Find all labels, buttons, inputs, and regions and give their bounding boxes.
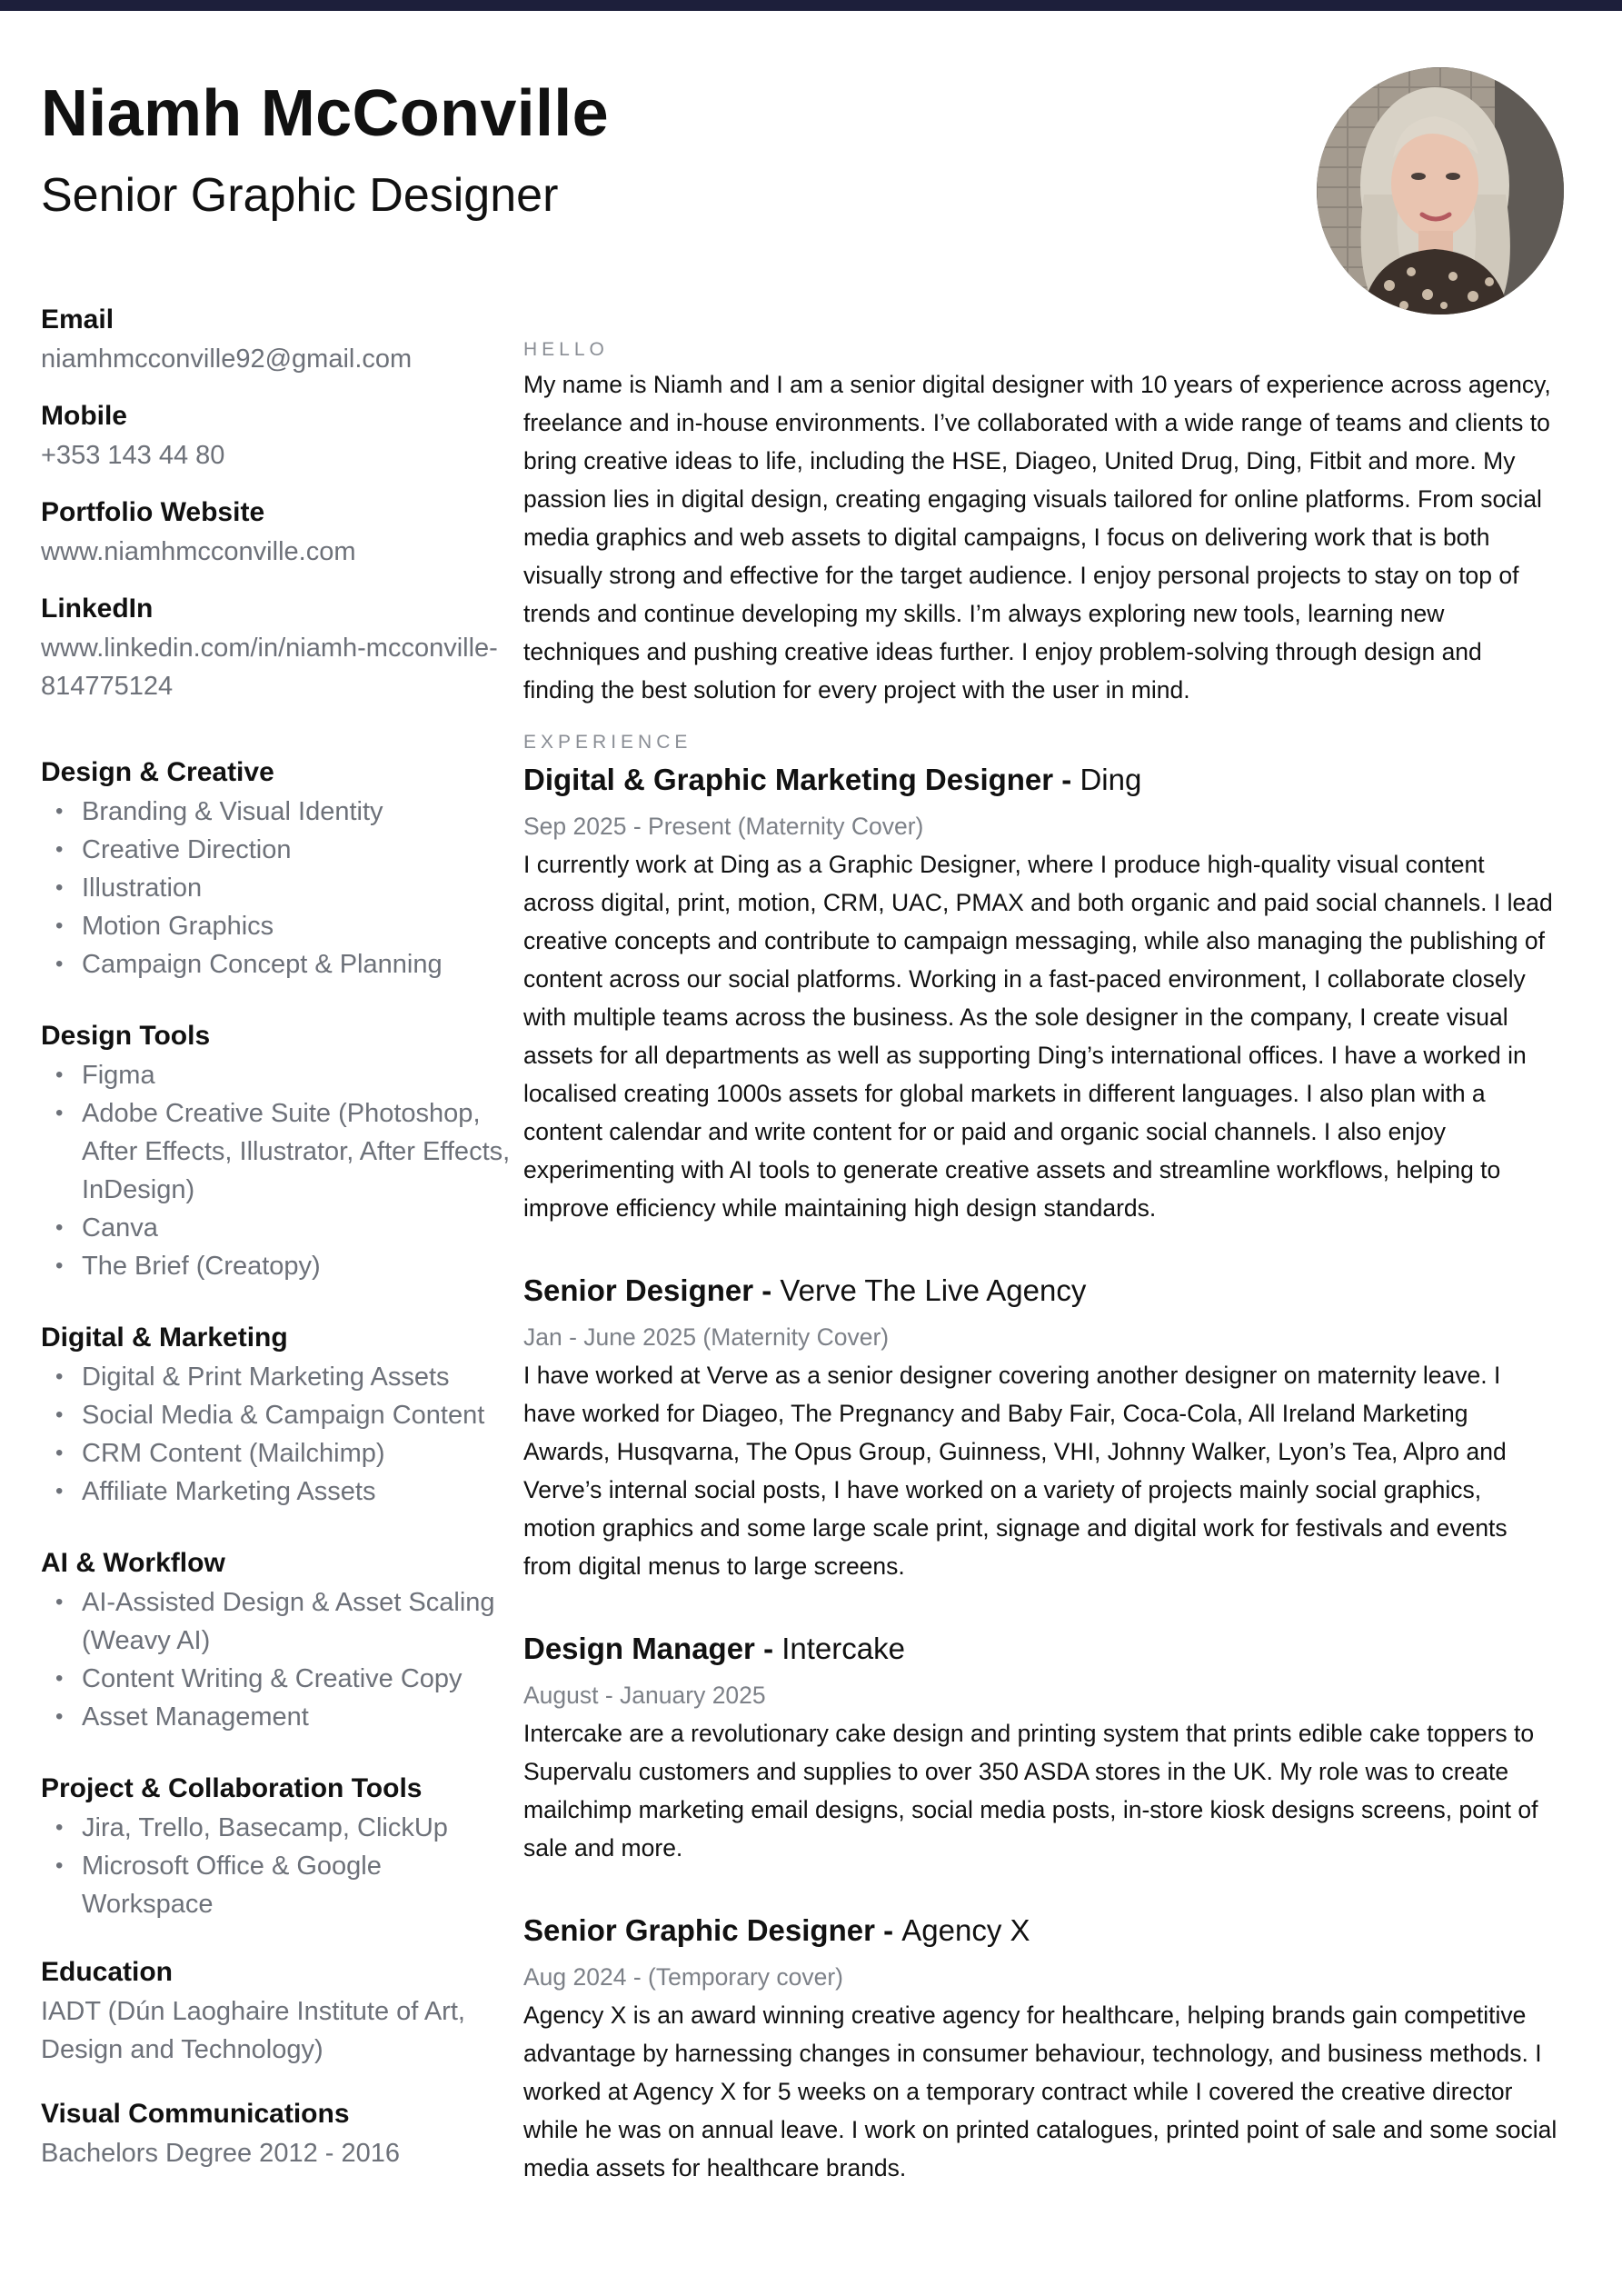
skill-item: • Microsoft Office & Google Workspace — [41, 1847, 513, 1923]
education-section — [41, 1954, 513, 2069]
skill-item: • Figma — [41, 1056, 513, 1094]
skill-item: • Affiliate Marketing Assets — [41, 1472, 513, 1511]
job-dates: Sep 2025 - Present (Maternity Cover) — [523, 813, 924, 840]
contact-label: Portfolio Website — [41, 497, 265, 527]
skill-item: • Social Media & Campaign Content — [41, 1396, 513, 1434]
top-accent-bar — [0, 0, 1622, 11]
job-role: Digital & Graphic Marketing Designer - — [523, 763, 1080, 796]
candidate-title: Senior Graphic Designer — [41, 169, 559, 222]
skill-group-title: AI & Workflow — [41, 1548, 225, 1578]
education-institution: IADT (Dún Laoghaire Institute of Art, Design and Technology) — [41, 1997, 465, 2064]
job-role: Senior Designer - — [523, 1273, 781, 1307]
job-entry — [523, 758, 1559, 1227]
job-heading — [523, 1909, 1559, 1952]
contact-label: Email — [41, 304, 114, 334]
skill-list — [41, 1056, 513, 1285]
contact-linkedin — [41, 591, 513, 705]
skill-item: • Digital & Print Marketing Assets — [41, 1358, 513, 1396]
skill-item: • Branding & Visual Identity — [41, 793, 513, 831]
job-heading — [523, 758, 1559, 802]
job-company: Verve The Live Agency — [780, 1273, 1087, 1307]
job-entry — [523, 1627, 1559, 1867]
skill-list — [41, 793, 513, 983]
portfolio-link[interactable]: www.niamhmcconville.com — [41, 537, 356, 566]
skill-item: • Asset Management — [41, 1698, 513, 1736]
skill-list — [41, 1809, 513, 1923]
skill-item: • Creative Direction — [41, 831, 513, 869]
skill-list — [41, 1358, 513, 1511]
skill-group-title: Project & Collaboration Tools — [41, 1773, 423, 1803]
skill-group-title: Design & Creative — [41, 757, 274, 787]
degree-title: Visual Communications — [41, 2099, 350, 2129]
job-role: Senior Graphic Designer - — [523, 1913, 902, 1947]
hello-heading: HELLO — [523, 339, 609, 360]
skill-group-digital-marketing — [41, 1320, 513, 1511]
skill-item: • AI-Assisted Design & Asset Scaling (Weavy AI) — [41, 1583, 513, 1660]
skill-item: • Illustration — [41, 869, 513, 907]
skill-item: • Jira, Trello, Basecamp, ClickUp — [41, 1809, 513, 1847]
skill-item: • Content Writing & Creative Copy — [41, 1660, 513, 1698]
job-description: Agency X is an award winning creative agency for healthcare, helping brands gain competitive advantage by harnessing changes in consumer behaviour, technology, and business methods. I worked at Agency X for 5 weeks on a temporary contract while I covered the creative director while he was on annual leave. I work on printed catalogues, printed point of sale and some social media assets for healthcare brands. — [523, 2002, 1557, 2181]
job-description: Intercake are a revolutionary cake design and printing system that prints edible cake toppers to Supervalu customers and supplies to over 350 ASDA stores in the UK. My role was to create mailchimp marketing email designs, social media posts, in-store kiosk designs screens, point of sale and more. — [523, 1720, 1538, 1862]
job-heading — [523, 1627, 1559, 1671]
candidate-name: Niamh McConville — [41, 77, 609, 150]
skill-group-title: Design Tools — [41, 1021, 211, 1051]
job-company: Ding — [1080, 763, 1142, 796]
skill-list — [41, 1583, 513, 1736]
skill-item: • The Brief (Creatopy) — [41, 1247, 513, 1285]
email-address[interactable]: niamhmcconville92@gmail.com — [41, 344, 413, 374]
contact-email — [41, 302, 513, 378]
skill-group-ai-workflow — [41, 1545, 513, 1736]
contact-portfolio — [41, 494, 513, 571]
education-title: Education — [41, 1957, 174, 1987]
skill-group-design-creative — [41, 754, 513, 983]
linkedin-link[interactable]: www.linkedin.com/in/niamh-mcconville-814775124 — [41, 634, 498, 701]
degree-detail: Bachelors Degree 2012 - 2016 — [41, 2139, 400, 2168]
experience-heading: EXPERIENCE — [523, 732, 692, 753]
skill-group-design-tools — [41, 1018, 513, 1285]
contact-label: Mobile — [41, 401, 127, 431]
profile-photo — [1317, 67, 1564, 314]
job-description: I currently work at Ding as a Graphic Designer, where I produce high-quality visual content across digital, print, motion, CRM, UAC, PMAX and both organic and paid social channels. I lead creative concepts and contribute to campaign messaging, while also managing the publishing of content across our social platforms. Working in a fast-paced environment, I collaborate closely with multiple teams across the business. As the sole designer in the company, I create visual assets for all departments as well as supporting Ding’s international offices. I have a worked in localised creating 1000s assets for global markets in different languages. I also plan with a content calendar and write content for or paid and organic social channels. I also enjoy experimenting with AI tools to generate creative assets and streamline workflows, helping to improve efficiency while maintaining high design standards. — [523, 851, 1553, 1222]
job-entry — [523, 1269, 1559, 1585]
job-entry — [523, 1909, 1559, 2187]
skill-item: • Canva — [41, 1209, 513, 1247]
job-dates: Jan - June 2025 (Maternity Cover) — [523, 1323, 890, 1351]
hello-text: My name is Niamh and I am a senior digital designer with 10 years of experience across agency, freelance and in-house environments. I’ve collaborated with a wide range of teams and clients to bring creative ideas to life, including the HSE, Diageo, United Drug, Ding, Fitbit and more. My passion lies in digital design, creating engaging visuals tailored for online platforms. From social media graphics and web assets to digital campaigns, I focus on delivering work that is both visually strong and effective for the target audience. I enjoy personal projects to stay on top of trends and continue developing my skills. I’m always exploring new tools, learning new techniques and pushing creative ideas further. I enjoy problem-solving through design and finding the best solution for every project with the user in mind. — [523, 371, 1551, 704]
profile-photo-illustration — [1317, 67, 1564, 314]
skill-group-title: Digital & Marketing — [41, 1323, 288, 1353]
job-dates: August - January 2025 — [523, 1682, 766, 1709]
job-company: Agency X — [901, 1913, 1030, 1947]
contact-label: LinkedIn — [41, 594, 154, 624]
sidebar — [41, 302, 513, 2172]
main-content — [523, 336, 1559, 2187]
job-role: Design Manager - — [523, 1632, 782, 1665]
job-dates: Aug 2024 - (Temporary cover) — [523, 1963, 844, 1991]
skill-item: • Motion Graphics — [41, 907, 513, 945]
job-company: Intercake — [781, 1632, 905, 1665]
degree-section — [41, 2096, 513, 2172]
job-heading — [523, 1269, 1559, 1313]
skill-item: • Campaign Concept & Planning — [41, 945, 513, 983]
skill-group-project-tools — [41, 1771, 513, 1923]
skill-item: • CRM Content (Mailchimp) — [41, 1434, 513, 1472]
contact-mobile — [41, 398, 513, 474]
skill-item: • Adobe Creative Suite (Photoshop, After Effects, Illustrator, After Effects, InDesign) — [41, 1094, 513, 1209]
mobile-number[interactable]: +353 143 44 80 — [41, 441, 225, 470]
job-description: I have worked at Verve as a senior designer covering another designer on maternity leave. I have worked for Diageo, The Pregnancy and Baby Fair, Coca-Cola, All Ireland Marketing Awards, Husqvarna, The Opus Group, Guinness, VHI, Johnny Walker, Lyon’s Tea, Alpro and Verve’s internal social posts, I have worked on a variety of projects mainly social graphics, motion graphics and some large scale print, signage and digital work for festivals and events from digital menus to large screens. — [523, 1362, 1508, 1580]
